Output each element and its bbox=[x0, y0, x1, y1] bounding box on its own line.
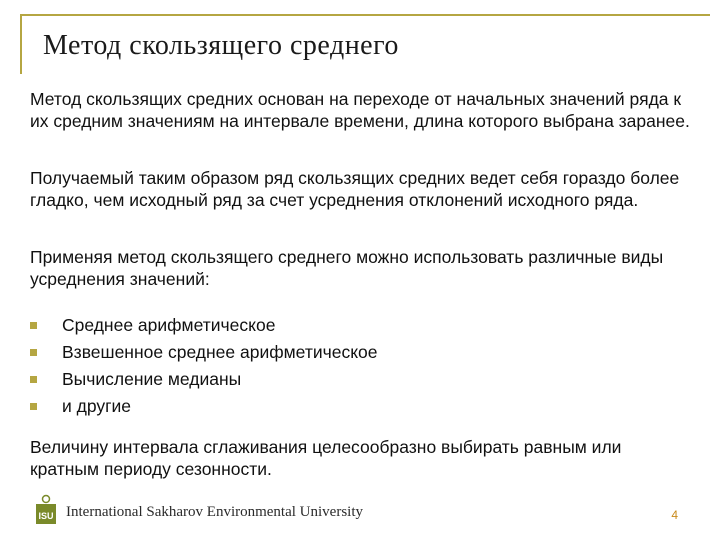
paragraph-definition: Метод скользящих средних основан на переходе от начальных значений ряда к их средним значениям на интервале времени, длина которого выбрана заранее. bbox=[30, 89, 690, 131]
square-bullet-icon bbox=[30, 349, 37, 356]
title-frame-top bbox=[20, 14, 710, 16]
square-bullet-icon bbox=[30, 403, 37, 410]
page-number: 4 bbox=[671, 508, 678, 522]
list-item-label: Взвешенное среднее арифметическое bbox=[62, 342, 378, 362]
isu-logo-icon bbox=[34, 494, 58, 524]
list-item bbox=[30, 312, 670, 339]
list-item-label: Вычисление медианы bbox=[62, 369, 242, 389]
averaging-types-list bbox=[30, 312, 670, 420]
paragraph-interval: Величину интервала сглаживания целесообразно выбирать равным или кратным периоду сезонности. bbox=[30, 437, 622, 479]
list-item-label: и другие bbox=[62, 396, 132, 416]
square-bullet-icon bbox=[30, 322, 37, 329]
list-item bbox=[30, 366, 670, 393]
square-bullet-icon bbox=[30, 376, 37, 383]
slide-title: Метод скользящего среднего bbox=[43, 30, 399, 61]
paragraph-smoothing: Получаемый таким образом ряд скользящих средних ведет себя гораздо более гладко, чем исходный ряд за счет усреднения отклонений исходного ряда. bbox=[30, 168, 680, 210]
title-frame-left bbox=[20, 14, 22, 74]
list-item-label: Среднее арифметическое bbox=[62, 315, 276, 335]
list-item bbox=[30, 339, 670, 366]
paragraph-averaging-types: Применяя метод скользящего среднего можно использовать различные виды усреднения значений: bbox=[30, 247, 664, 289]
logo-text: ISU bbox=[38, 511, 54, 521]
list-item bbox=[30, 393, 670, 420]
university-name: International Sakharov Environmental University bbox=[66, 504, 364, 520]
